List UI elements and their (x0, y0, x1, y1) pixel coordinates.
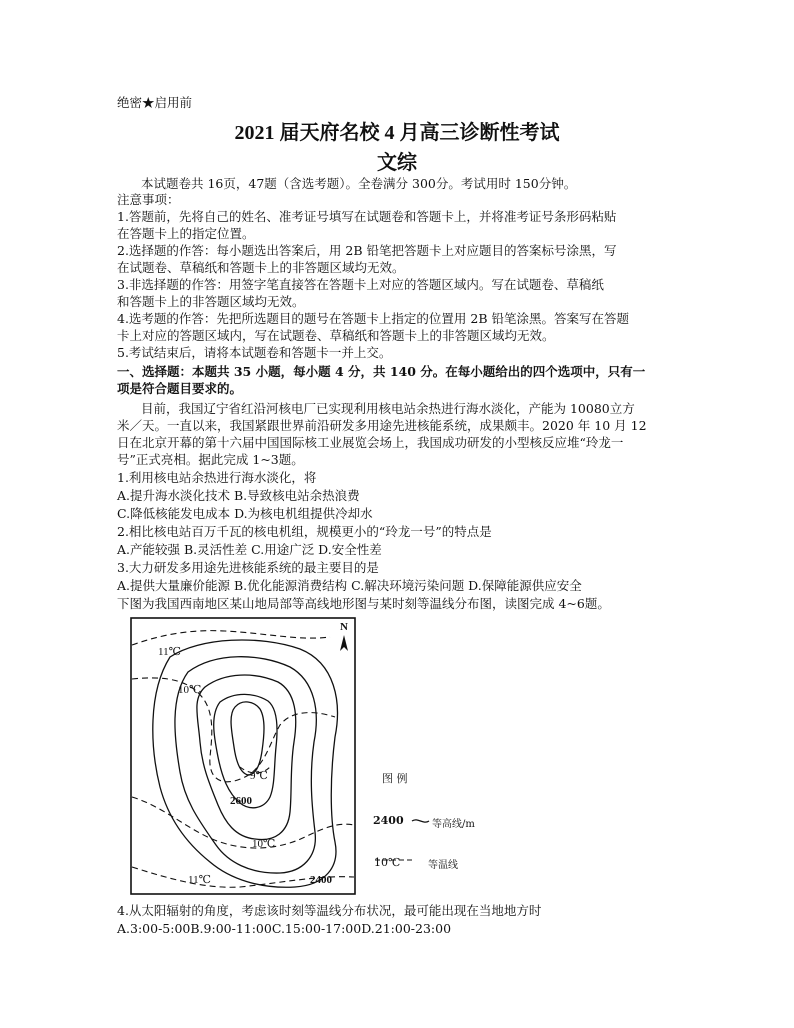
contour-label-2600: 2600 (230, 795, 252, 807)
exam-subject: 文综 (377, 152, 417, 174)
legend-contour-name: 等高线/m (432, 819, 475, 830)
legend-contour-value: 2400 (373, 814, 404, 827)
contour-label-2400: 2400 (310, 874, 332, 886)
question-4-options: A.3:00-5:00B.9:00-11:00C.15:00-17:00D.21:00-23:00 (117, 921, 452, 936)
legend-title: 图 例 (382, 772, 408, 785)
notice-line: 和答题卡上的非答题区域均无效。 (117, 294, 305, 309)
question-1-options-cd: C.降低核能发电成本 D.为核电机组提供冷却水 (117, 506, 373, 521)
passage-line: 号”正式亮相。据此完成 1~3题。 (117, 452, 304, 467)
notice-line: 1.答题前，先将自己的姓名、准考证号填写在试题卷和答题卡上，并将准考证号条形码粘贴 (117, 209, 617, 224)
question-2: 2.相比核电站百万千瓦的核电机组，规模更小的“玲龙一号”的特点是 (117, 524, 492, 539)
passage-line: 米／天。一直以来，我国紧跟世界前沿研发多用途先进核能系统，成果颇丰。2020 年 10 月 12 (117, 418, 647, 433)
notice-line: 卡上对应的答题区域内，写在试题卷、草稿纸和答题卡上的非答题区域均无效。 (117, 328, 555, 343)
exam-title: 2021 届天府名校 4 月高三诊断性考试 (234, 122, 560, 144)
question-4: 4.从太阳辐射的角度，考虑该时刻等温线分布状况，最可能出现在当地地方时 (117, 903, 542, 918)
legend-isotherm-name: 等温线 (428, 860, 458, 871)
section-heading: 一、选择题：本题共 35 小题，每小题 4 分，共 140 分。在每小题给出的四个选项中，只有一 (117, 364, 646, 379)
question-1-options-ab: A.提升海水淡化技术 B.导致核电站余热浪费 (117, 488, 360, 503)
question-1: 1.利用核电站余热进行海水淡化，将 (117, 470, 317, 485)
section-heading-cont: 项是符合题目要求的。 (117, 381, 243, 396)
isotherm-label-9: 9℃ (250, 770, 268, 782)
question-2-options: A.产能较强 B.灵活性差 C.用途广泛 D.安全性差 (117, 542, 382, 557)
map-svg (130, 617, 470, 897)
topographic-map-figure (130, 617, 470, 897)
isotherm-label-11-bottom: 11℃ (188, 874, 211, 886)
isotherm-label-10-bottom: 10℃ (252, 838, 276, 850)
question-3-options: A.提供大量廉价能源 B.优化能源消费结构 C.解决环境污染问题 D.保障能源供应安全 (117, 578, 582, 593)
notice-line: 在答题卡上的指定位置。 (117, 226, 255, 241)
notice-heading: 注意事项： (117, 192, 180, 207)
notice-line: 2.选择题的作答：每小题选出答案后，用 2B 铅笔把答题卡上对应题目的答案标号涂黑，写 (117, 243, 617, 258)
notice-line: 5.考试结束后，请将本试题卷和答题卡一并上交。 (117, 345, 392, 360)
question-3: 3.大力研发多用途先进核能系统的最主要目的是 (117, 560, 379, 575)
legend-isotherm-value: 10℃ (374, 856, 401, 869)
map-intro: 下图为我国西南地区某山地局部等高线地形图与某时刻等温线分布图，读图完成 4~6题。 (117, 596, 610, 611)
notice-line: 在试题卷、草稿纸和答题卡上的非答题区域均无效。 (117, 260, 405, 275)
notice-line: 3.非选择题的作答：用签字笔直接答在答题卡上对应的答题区域内。写在试题卷、草稿纸 (117, 277, 604, 292)
intro-text: 本试题卷共 16页，47题（含选考题）。全卷满分 300分。考试用时 150分钟。 (141, 176, 577, 191)
passage-line: 目前，我国辽宁省红沿河核电厂已实现利用核电站余热进行海水淡化，产能为 10080立方 (141, 401, 635, 416)
legend-contour-symbol (412, 820, 429, 822)
north-label: N (340, 621, 348, 633)
map-frame (131, 618, 355, 894)
isotherm-label-10-left: 10℃ (178, 684, 202, 696)
isotherm-label-11-top: 11℃ (158, 646, 181, 658)
confidential-mark: 绝密★启用前 (117, 95, 193, 110)
passage-line: 日在北京开幕的第十六届中国国际核工业展览会场上，我国成功研发的小型核反应堆“玲龙一 (117, 435, 624, 450)
notice-line: 4.选考题的作答：先把所选题目的题号在答题卡上指定的位置用 2B 铅笔涂黑。答案写在答题 (117, 311, 630, 326)
